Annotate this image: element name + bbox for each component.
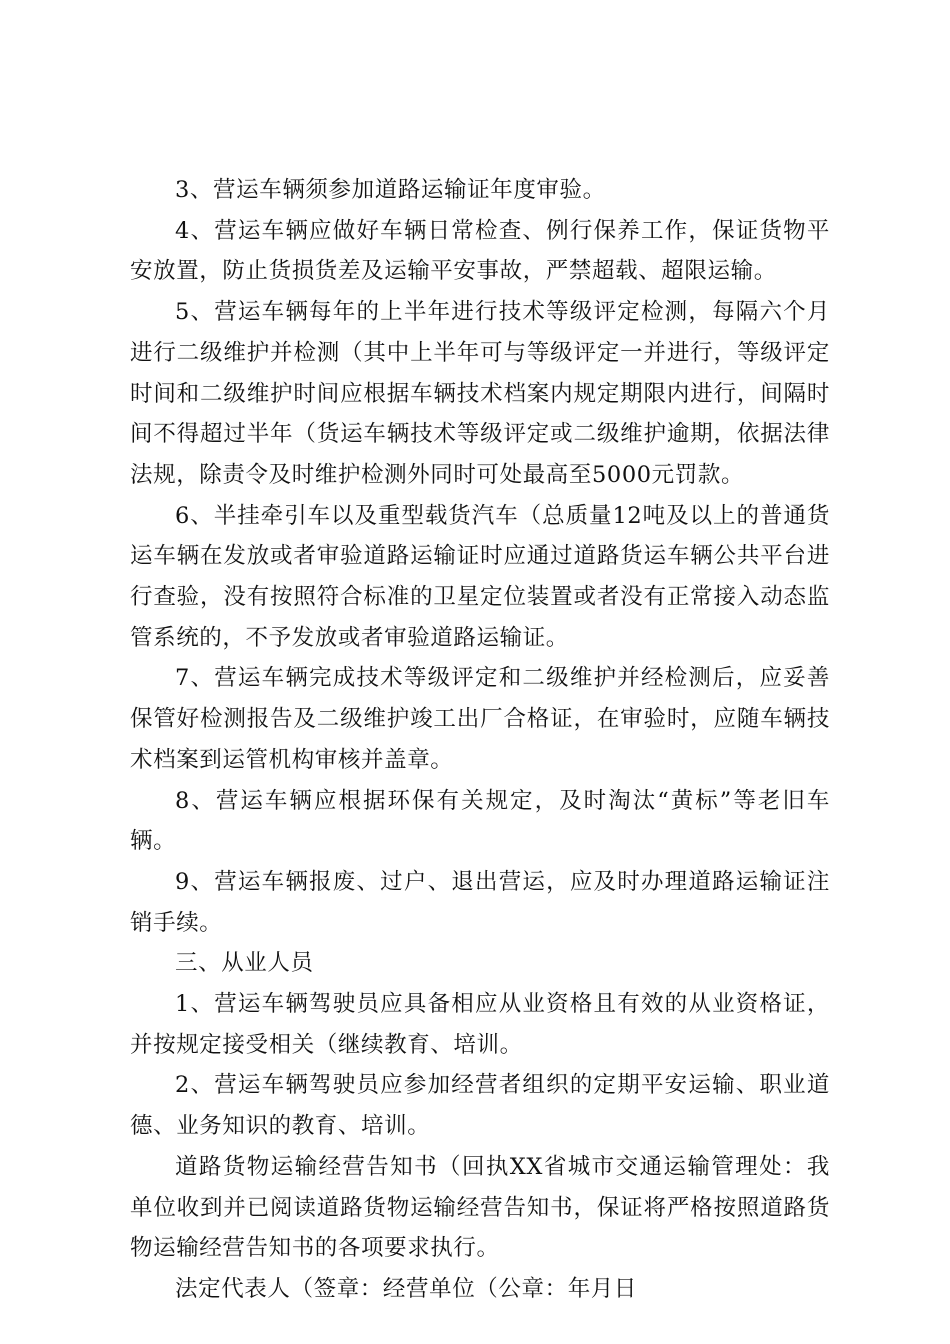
- paragraph-item-9: 9、营运车辆报废、过户、退出营运，应及时办理道路运输证注销手续。: [130, 868, 830, 936]
- paragraph-personnel-1: 1、营运车辆驾驶员应具备相应从业资格且有效的从业资格证，并按规定接受相关（继续教育、培训。: [130, 991, 830, 1058]
- paragraph-item-5: 5、营运车辆每年的上半年进行技术等级评定检测，每隔六个月进行二级维护并检测（其中上半年可与等级评定一并进行，等级评定时间和二级维护时间应根据车辆技术档案内规定期限内进行，间隔时间不得超过半年（货运车辆技术等级评定或二级维护逾期，依据法律法规，除责令及时维护检测外同时可处最高至5000元罚款。: [130, 299, 830, 488]
- paragraph-item-7: 7、营运车辆完成技术等级评定和二级维护并经检测后，应妥善保管好检测报告及二级维护竣工出厂合格证，在审验时，应随车辆技术档案到运管机构审核并盖章。: [130, 665, 830, 773]
- paragraph-personnel-2: 2、营运车辆驾驶员应参加经营者组织的定期平安运输、职业道德、业务知识的教育、培训。: [130, 1072, 830, 1140]
- paragraph-item-8: 8、营运车辆应根据环保有关规定，及时淘汰“黄标”等老旧车辆。: [130, 787, 830, 855]
- section-heading-personnel: 三、从业人员: [175, 950, 314, 977]
- document-body: [130, 170, 830, 1310]
- signature-line: 法定代表人（签章：经营单位（公章：年月日: [175, 1275, 638, 1302]
- paragraph-item-6: 6、半挂牵引车以及重型载货汽车（总质量12吨及以上的普通货运车辆在发放或者审验道路运输证时应通过道路货运车辆公共平台进行查验，没有按照符合标准的卫星定位装置或者没有正常接入动态监管系统的，不予发放或者审验道路运输证。: [130, 502, 830, 651]
- paragraph-item-4: 4、营运车辆应做好车辆日常检查、例行保养工作，保证货物平安放置，防止货损货差及运输平安事故，严禁超载、超限运输。: [130, 217, 830, 285]
- paragraph-item-3: 3、营运车辆须参加道路运输证年度审验。: [175, 177, 606, 203]
- paragraph-receipt: 道路货物运输经营告知书（回执XX省城市交通运输管理处：我单位收到并已阅读道路货物运输经营告知书，保证将严格按照道路货物运输经营告知书的各项要求执行。: [130, 1153, 830, 1262]
